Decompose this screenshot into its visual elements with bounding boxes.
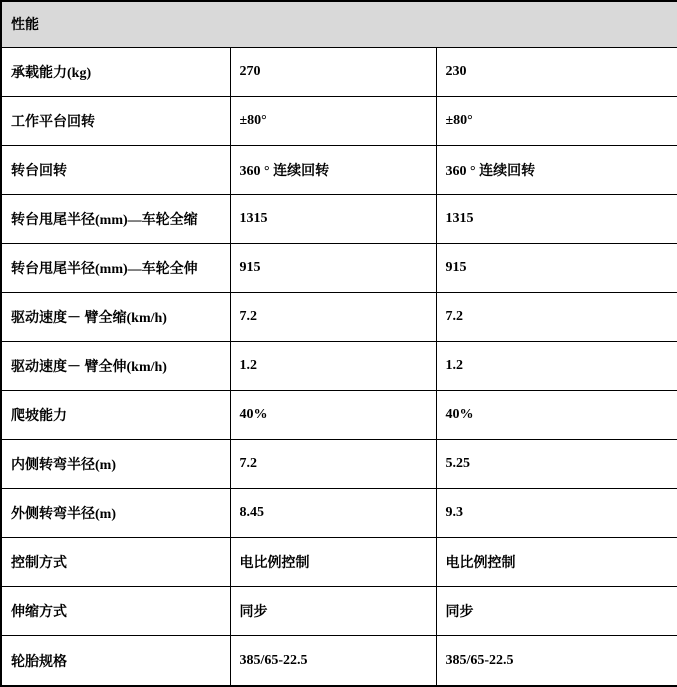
spec-value-cell-2: 同步 xyxy=(436,587,677,636)
spec-value-cell-1: 7.2 xyxy=(230,292,436,341)
spec-value-cell-1: 1315 xyxy=(230,194,436,243)
table-row xyxy=(1,390,677,439)
table-header-row xyxy=(1,1,677,47)
spec-label-cell: 内侧转弯半径(m) xyxy=(1,440,230,489)
spec-value-cell-1: 电比例控制 xyxy=(230,538,436,587)
table-row xyxy=(1,538,677,587)
spec-value-cell-2: 360 ° 连续回转 xyxy=(436,145,677,194)
spec-label-cell: 驱动速度－ 臂全缩(km/h) xyxy=(1,292,230,341)
spec-value-cell-2: 5.25 xyxy=(436,440,677,489)
table-row xyxy=(1,489,677,538)
table-row xyxy=(1,47,677,96)
spec-value-cell-2: 7.2 xyxy=(436,292,677,341)
spec-label-cell: 爬坡能力 xyxy=(1,390,230,439)
spec-label-cell: 承载能力(kg) xyxy=(1,47,230,96)
spec-value-cell-2: 385/65-22.5 xyxy=(436,636,677,686)
spec-value-cell-1: 7.2 xyxy=(230,440,436,489)
spec-label-cell: 转台甩尾半径(mm)—车轮全伸 xyxy=(1,243,230,292)
spec-label-cell: 伸缩方式 xyxy=(1,587,230,636)
spec-value-cell-1: 270 xyxy=(230,47,436,96)
table-row xyxy=(1,341,677,390)
spec-value-cell-1: 360 ° 连续回转 xyxy=(230,145,436,194)
table-row xyxy=(1,440,677,489)
spec-label-cell: 转台甩尾半径(mm)—车轮全缩 xyxy=(1,194,230,243)
spec-value-cell-1: ±80° xyxy=(230,96,436,145)
spec-table-body xyxy=(1,1,677,686)
table-section-title: 性能 xyxy=(1,1,677,47)
spec-value-cell-1: 8.45 xyxy=(230,489,436,538)
table-row xyxy=(1,587,677,636)
table-row xyxy=(1,145,677,194)
table-row xyxy=(1,636,677,686)
spec-label-cell: 工作平台回转 xyxy=(1,96,230,145)
spec-value-cell-1: 同步 xyxy=(230,587,436,636)
spec-label-cell: 转台回转 xyxy=(1,145,230,194)
spec-value-cell-2: 1315 xyxy=(436,194,677,243)
spec-label-cell: 外侧转弯半径(m) xyxy=(1,489,230,538)
spec-label-cell: 驱动速度－ 臂全伸(km/h) xyxy=(1,341,230,390)
spec-value-cell-2: 1.2 xyxy=(436,341,677,390)
table-row xyxy=(1,96,677,145)
spec-value-cell-1: 1.2 xyxy=(230,341,436,390)
spec-label-cell: 轮胎规格 xyxy=(1,636,230,686)
table-row xyxy=(1,243,677,292)
spec-value-cell-2: 230 xyxy=(436,47,677,96)
spec-value-cell-2: 40% xyxy=(436,390,677,439)
spec-value-cell-1: 40% xyxy=(230,390,436,439)
spec-value-cell-2: ±80° xyxy=(436,96,677,145)
spec-value-cell-2: 915 xyxy=(436,243,677,292)
spec-value-cell-1: 915 xyxy=(230,243,436,292)
table-row xyxy=(1,194,677,243)
table-row xyxy=(1,292,677,341)
spec-value-cell-1: 385/65-22.5 xyxy=(230,636,436,686)
spec-value-cell-2: 9.3 xyxy=(436,489,677,538)
spec-label-cell: 控制方式 xyxy=(1,538,230,587)
spec-value-cell-2: 电比例控制 xyxy=(436,538,677,587)
